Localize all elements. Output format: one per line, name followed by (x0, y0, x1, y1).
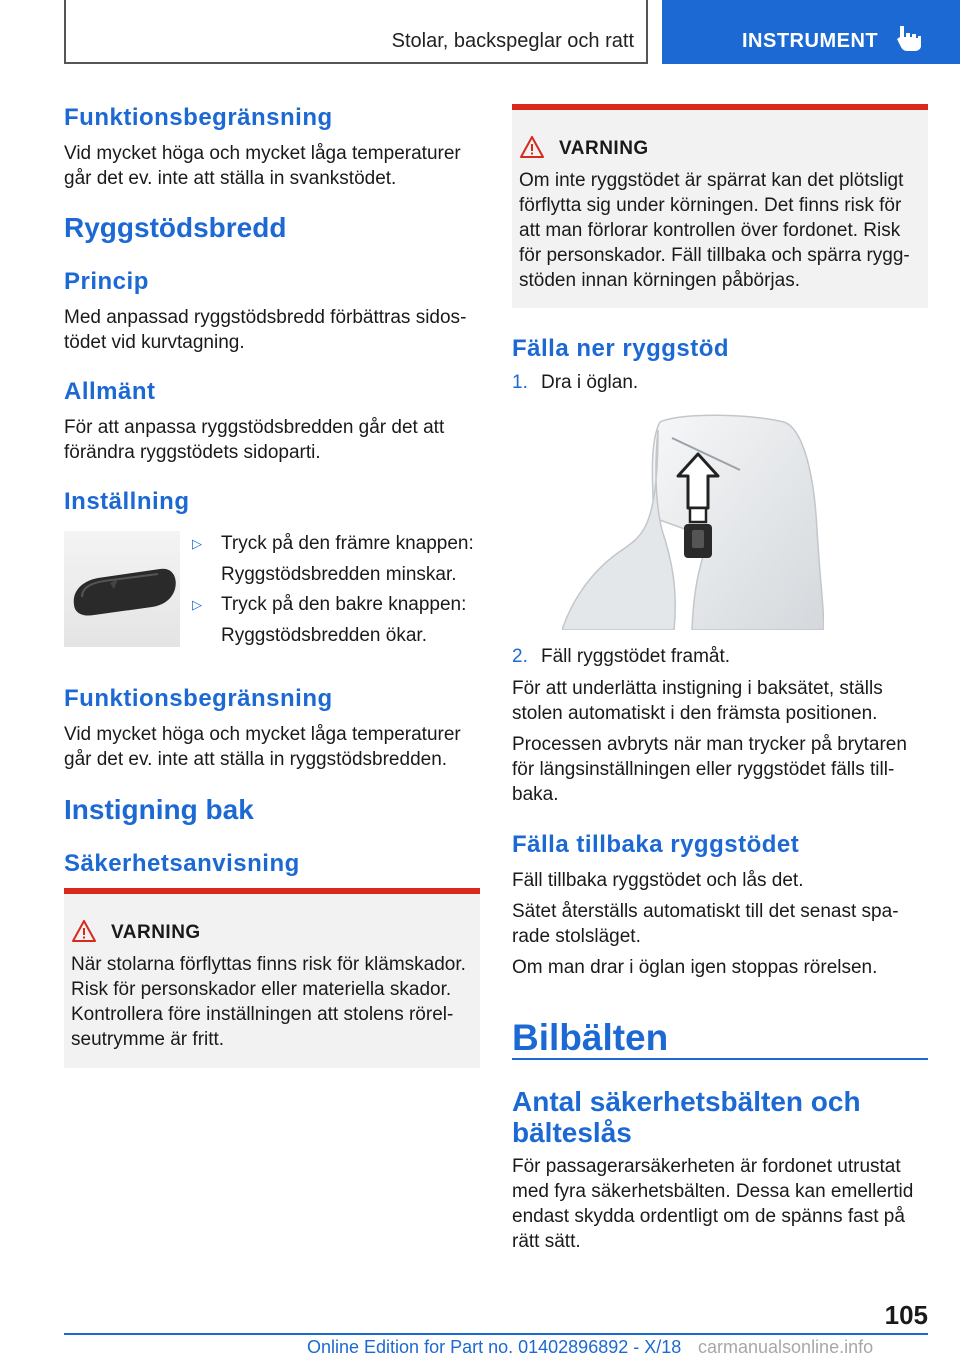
bullet-marker: ▷ (192, 597, 202, 612)
step-text: Dra i öglan. (541, 372, 639, 393)
chapter-title: Stolar, backspeglar och ratt (391, 30, 634, 52)
warning-triangle-icon (72, 920, 96, 942)
text-fold-back-3: Om man drar i öglan igen stoppas rörelsen. (512, 957, 878, 978)
bullet-text: Tryck på den främre knappen: (221, 533, 474, 554)
list-item (192, 531, 480, 562)
heading-backrest-width: Ryggstödsbredd (64, 212, 287, 243)
backrest-button-illustration (64, 531, 180, 647)
text-fold-back-2: Sätet återställs automatiskt till det senast sparade stolsläget. (512, 901, 899, 947)
text-fold-interrupt: Processen avbryts när man trycker på brytaren för längsinställningen eller ryggstödet fälls tillbaka. (512, 734, 907, 805)
section-label: INSTRUMENT (742, 30, 879, 52)
text-function-limit-2: Vid mycket höga och mycket låga temperaturer går det ev. inte att ställa in ryggstödsbredden. (64, 724, 461, 770)
page-number: 105 (884, 1300, 928, 1330)
step-text: Fäll ryggstödet framåt. (541, 646, 731, 667)
text-general: För att anpassa ryggstödsbredden går det att förändra ryggstödets sidoparti. (64, 417, 445, 463)
footer-rule (64, 1333, 928, 1335)
text-principle: Med anpassad ryggstödsbredd förbättras sidostödet vid kurvtagning. (64, 307, 467, 353)
bullet-text: Tryck på den bakre knappen: (221, 594, 467, 615)
warning-title: VARNING (559, 138, 649, 159)
bullet-list (192, 531, 480, 653)
heading-seat-belts: Bilbälten (512, 1017, 669, 1058)
hand-pointer-icon (896, 24, 922, 52)
watermark: carmanualsonline.info (698, 1337, 874, 1357)
heading-safety-note: Säkerhetsanvisning (64, 850, 300, 877)
seat-backrest-illustration (562, 410, 824, 630)
warning-title: VARNING (111, 922, 201, 943)
warning-box-left (64, 888, 480, 1068)
text-belt-count: För passagerarsäkerheten är fordonet utrustat med fyra säkerhetsbälten. Dessa kan emellertid endast skydda ordentligt om de spänns fast på rätt sätt. (512, 1156, 914, 1252)
step-number: 2. (512, 646, 528, 667)
step-number: 1. (512, 372, 528, 393)
seat-loop-illustration (562, 410, 824, 630)
heading-principle: Princip (64, 268, 149, 295)
heading-belt-count: Antal säkerhetsbälten och bälteslås (512, 1086, 861, 1148)
heading-fold-down: Fälla ner ryggstöd (512, 335, 730, 362)
heading-function-limit-1: Funktionsbegränsning (64, 104, 333, 131)
backrest-width-button-image (64, 531, 180, 647)
heading-general: Allmänt (64, 378, 156, 405)
bullet-subtext: Ryggstödsbredden minskar. (221, 564, 457, 585)
text-fold-back-1: Fäll tillbaka ryggstödet och lås det. (512, 870, 804, 891)
heading-rear-entry: Instigning bak (64, 794, 254, 825)
edition-text: Online Edition for Part no. 01402896892 - X/18 (307, 1337, 682, 1357)
text-function-limit-1: Vid mycket höga och mycket låga temperaturer går det ev. inte att ställa in svankstödet. (64, 143, 461, 189)
bullet-marker: ▷ (192, 536, 202, 551)
text-fold-auto-position: För att underlätta instigning i baksätet, ställs stolen automatiskt i den främsta positionen. (512, 678, 883, 724)
section-divider (512, 1058, 928, 1060)
warning-triangle-icon (520, 136, 544, 158)
warning-box-right (512, 104, 928, 308)
section-tab[interactable] (662, 0, 960, 64)
warning-text: Om inte ryggstödet är spärrat kan det plötsligt förflytta sig under körningen. Det finns risk för att man förlorar kontrollen över fordonet. Risk för personskador. Fäll tillbaka och spärra ryggstöden innan körningen påbörjas. (519, 170, 910, 291)
list-item-sub (192, 562, 480, 592)
warning-text: När stolarna förflyttas finns risk för klämskador. Risk för personskador eller materiella skador. Kontrollera före inställningen att stolens rörelseutrymme är fritt. (71, 954, 466, 1050)
list-item-sub (192, 623, 480, 653)
list-item (192, 592, 480, 623)
heading-setting: Inställning (64, 488, 190, 515)
bullet-subtext: Ryggstödsbredden ökar. (221, 625, 427, 646)
heading-function-limit-2: Funktionsbegränsning (64, 685, 333, 712)
heading-fold-back: Fälla tillbaka ryggstödet (512, 831, 800, 858)
